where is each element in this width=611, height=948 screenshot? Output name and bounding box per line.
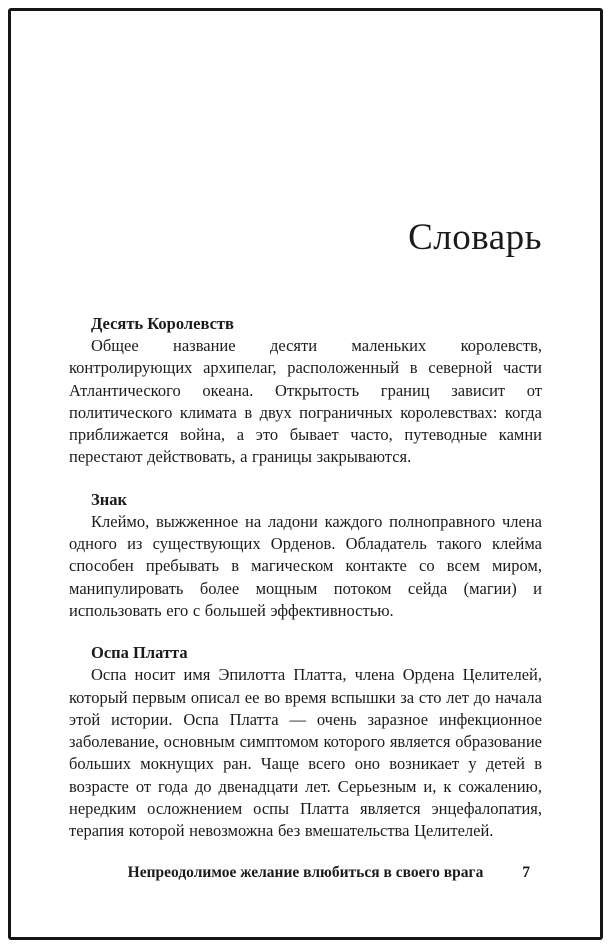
term-heading: Десять Королевств: [91, 314, 234, 333]
page-frame: [8, 8, 603, 940]
page-content: [11, 11, 600, 937]
glossary-entry: [69, 489, 542, 622]
term-heading: Знак: [91, 489, 127, 509]
definition-paragraph: Оспа носит имя Эпилотта Платта, члена Ордена Целителей, который первым описал ее во время вспышки за сто лет до начала этой истории. Оспа Платта — очень заразное инфекционное заболевание, основным симптомом которого является образование больших мокнущих ран. Чаще всего оно возникает у детей в возрасте от года до двенадцати лет. Серьезным и, к сожалению, нередким осложнением оспы Платта является энцефалопатия, терапия которой невозможна без вмешательства Целителей.: [69, 665, 542, 841]
glossary-entry: [69, 642, 542, 842]
book-title: Непреодолимое желание влюбиться в своего врага: [127, 864, 484, 881]
definition-paragraph: Клеймо, выжженное на ладони каждого полноправного члена одного из существующих Орденов. Обладатель такого клейма способен пребывать в магическом контакте со всем миром, манипулировать более мощным потоком сейда (магии) и использовать его с большей эффективностью.: [69, 511, 542, 620]
page-number: 7: [522, 864, 530, 881]
definition-paragraph: Общее название десяти маленьких королевств, контролирующих архипелаг, расположенный в северной части Атлантического океана. Открытость границ зависит от политического климата в двух пограничных королевствах: когда приближается война, а это бывает часто, путеводные камни перестают действовать, а границы закрываются.: [69, 336, 542, 467]
term-heading: Оспа Платта: [91, 643, 188, 663]
page-footer: [69, 863, 542, 883]
glossary-entry: [69, 313, 542, 469]
glossary-title: Словарь: [408, 217, 542, 258]
